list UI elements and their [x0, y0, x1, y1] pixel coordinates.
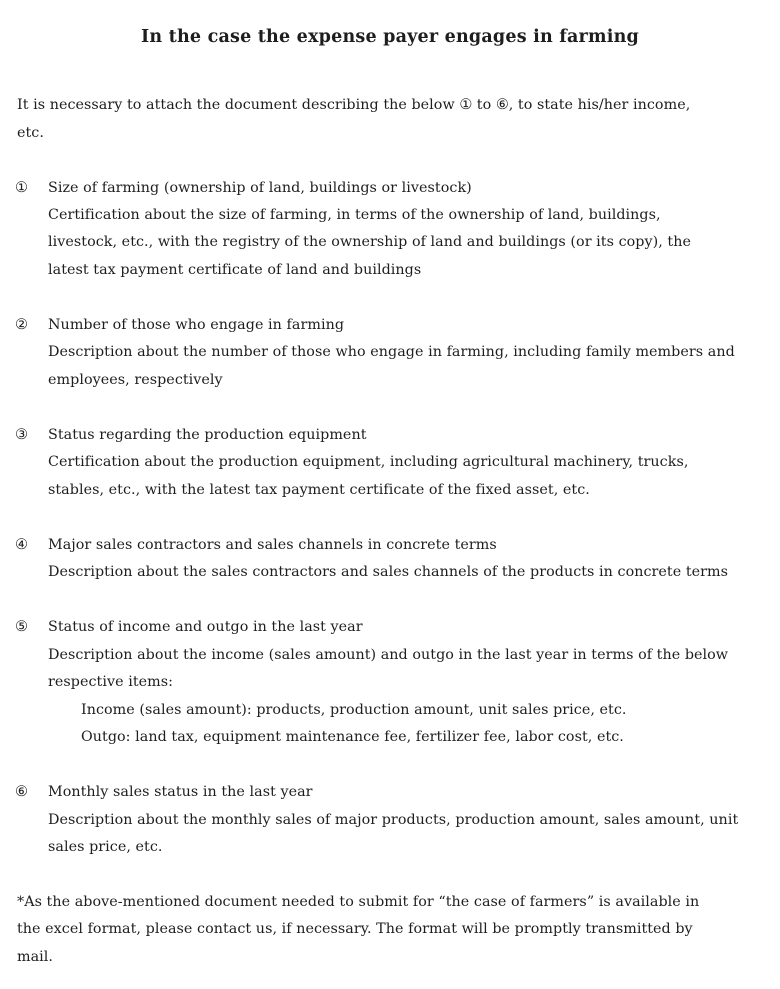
item-description-line: livestock, etc., with the registry of the ownership of land and buildings (or its copy), the [48, 234, 691, 250]
item-description-line: Description about the monthly sales of major products, production amount, sales amount, unit [48, 812, 739, 828]
item-heading: Size of farming (ownership of land, buildings or livestock) [48, 180, 472, 196]
item-marker: ⑥ [15, 784, 28, 800]
item-description-line: latest tax payment certificate of land and buildings [48, 262, 422, 278]
item-description-line: Certification about the size of farming, in terms of the ownership of land, buildings, [48, 207, 661, 223]
item-subline: Outgo: land tax, equipment maintenance fee, fertilizer fee, labor cost, etc. [81, 729, 624, 745]
item-subline: Income (sales amount): products, production amount, unit sales price, etc. [81, 702, 627, 718]
item-marker: ① [15, 180, 28, 196]
item-description-line: Certification about the production equipment, including agricultural machinery, trucks, [48, 454, 689, 470]
item-heading: Number of those who engage in farming [48, 317, 345, 333]
note-line: *As the above-mentioned document needed to submit for “the case of farmers” is available in [17, 894, 700, 910]
item-description-line: respective items: [48, 674, 173, 690]
item-marker: ② [15, 317, 28, 333]
intro-line: It is necessary to attach the document describing the below ① to ⑥, to state his/her income, [17, 97, 691, 113]
item-marker: ③ [15, 427, 28, 443]
item-description-line: Description about the number of those who engage in farming, including family members and [48, 344, 735, 360]
item-description-line: Description about the income (sales amount) and outgo in the last year in terms of the below [48, 647, 729, 663]
item-heading: Status of income and outgo in the last year [48, 619, 363, 635]
item-description-line: stables, etc., with the latest tax payment certificate of the fixed asset, etc. [48, 482, 590, 498]
item-heading: Monthly sales status in the last year [48, 784, 313, 800]
item-description-line: Description about the sales contractors and sales channels of the products in concrete terms [48, 564, 729, 580]
note-line: mail. [17, 949, 54, 965]
item-heading: Status regarding the production equipment [48, 427, 367, 443]
note-line: the excel format, please contact us, if necessary. The format will be promptly transmitted by [17, 921, 693, 937]
item-marker: ⑤ [15, 619, 28, 635]
item-description-line: sales price, etc. [48, 839, 163, 855]
item-heading: Major sales contractors and sales channels in concrete terms [48, 537, 497, 553]
item-description-line: employees, respectively [48, 372, 223, 388]
item-marker: ④ [15, 537, 28, 553]
document-title: In the case the expense payer engages in farming [141, 27, 639, 47]
intro-line: etc. [17, 125, 44, 141]
